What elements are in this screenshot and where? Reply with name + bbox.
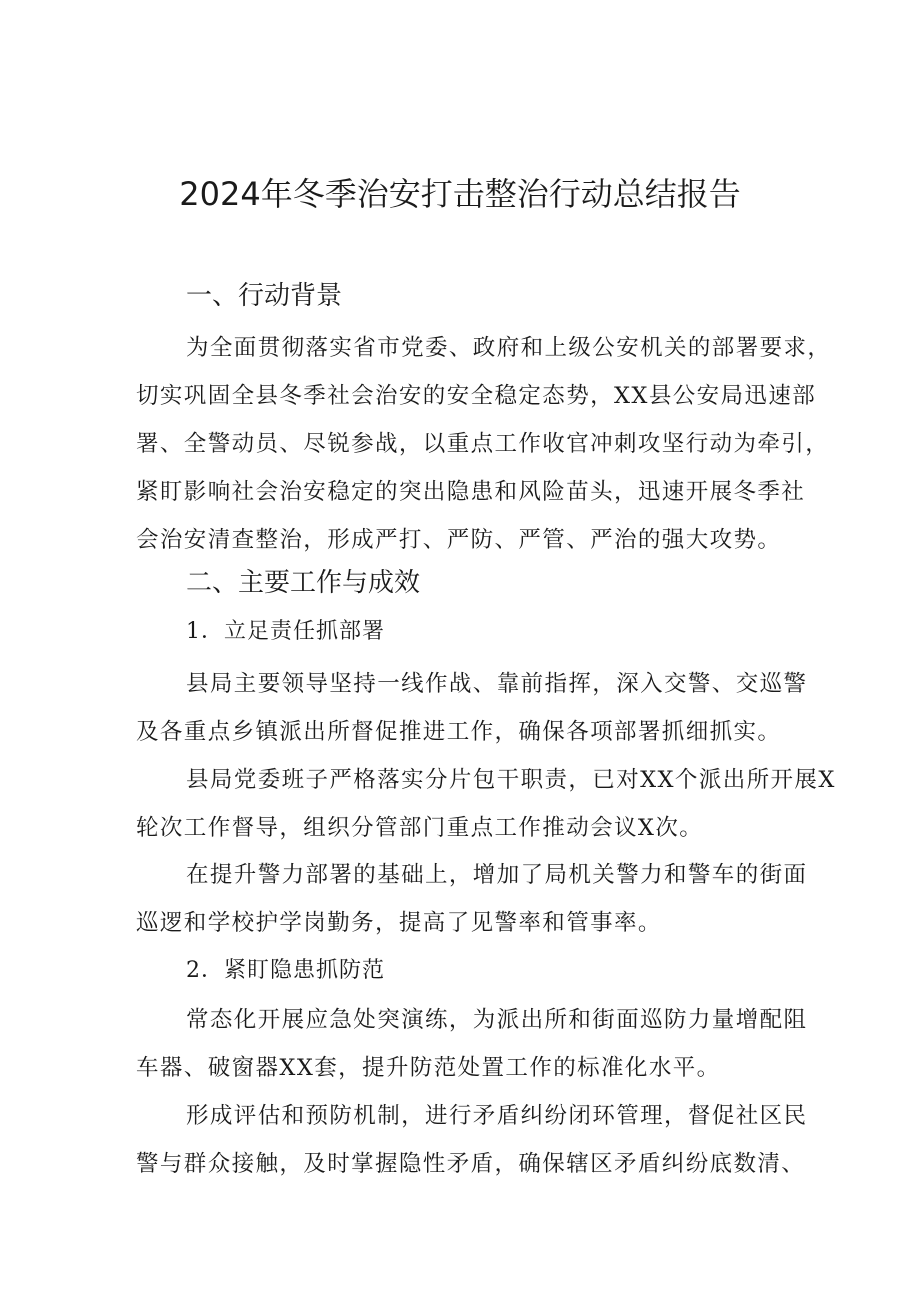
paragraph-line: 紧盯影响社会治安稳定的突出隐患和风险苗头，迅速开展冬季社 [136,479,806,505]
section-heading-background: 一、行动背景 [186,281,343,311]
section-heading-achievements: 二、主要工作与成效 [186,568,421,598]
paragraph-line: 为全面贯彻落实省市党委、政府和上级公安机关的部署要求， [186,335,832,361]
paragraph-deployment-3 [136,851,808,947]
paragraph-line: 在提升警力部署的基础上，增加了局机关警力和警车的街面 [186,862,808,888]
paragraph-line: 切实巩固全县冬季社会治安的安全稳定态势，XX县公安局迅速部 [136,383,817,409]
paragraph-line: 会治安清查整治，形成严打、严防、严管、严治的强大攻势。 [136,527,782,553]
paragraph-line: 轮次工作督导，组织分管部门重点工作推动会议X次。 [136,815,704,841]
paragraph-line: 县局党委班子严格落实分片包干职责，已对XX个派出所开展X [186,767,836,793]
paragraph-line: 巡逻和学校护学岗勤务，提高了见警率和管事率。 [136,910,662,936]
paragraph-deployment-2 [136,756,836,852]
paragraph-line: 署、全警动员、尽锐参战，以重点工作收官冲刺攻坚行动为牵引， [136,431,830,457]
subsection-heading-prevention: 2．紧盯隐患抓防范 [186,958,385,983]
paragraph-line: 及各重点乡镇派出所督促推进工作，确保各项部署抓细抓实。 [136,719,782,745]
paragraph-deployment-1 [136,660,808,756]
paragraph-prevention-1 [136,996,808,1092]
paragraph-line: 警与群众接触，及时掌握隐性矛盾，确保辖区矛盾纠纷底数清、 [136,1151,806,1177]
subsection-heading-deployment: 1．立足责任抓部署 [186,619,385,644]
paragraph-line: 县局主要领导坚持一线作战、靠前指挥，深入交警、交巡警 [186,671,808,697]
paragraph-background [136,324,832,564]
paragraph-prevention-2 [136,1092,808,1188]
paragraph-line: 常态化开展应急处突演练，为派出所和街面巡防力量增配阻 [186,1007,808,1033]
document-title: 2024年冬季治安打击整治行动总结报告 [179,175,741,213]
paragraph-line: 车器、破窗器XX套，提升防范处置工作的标准化水平。 [136,1055,721,1081]
paragraph-line: 形成评估和预防机制，进行矛盾纠纷闭环管理，督促社区民 [186,1103,808,1129]
